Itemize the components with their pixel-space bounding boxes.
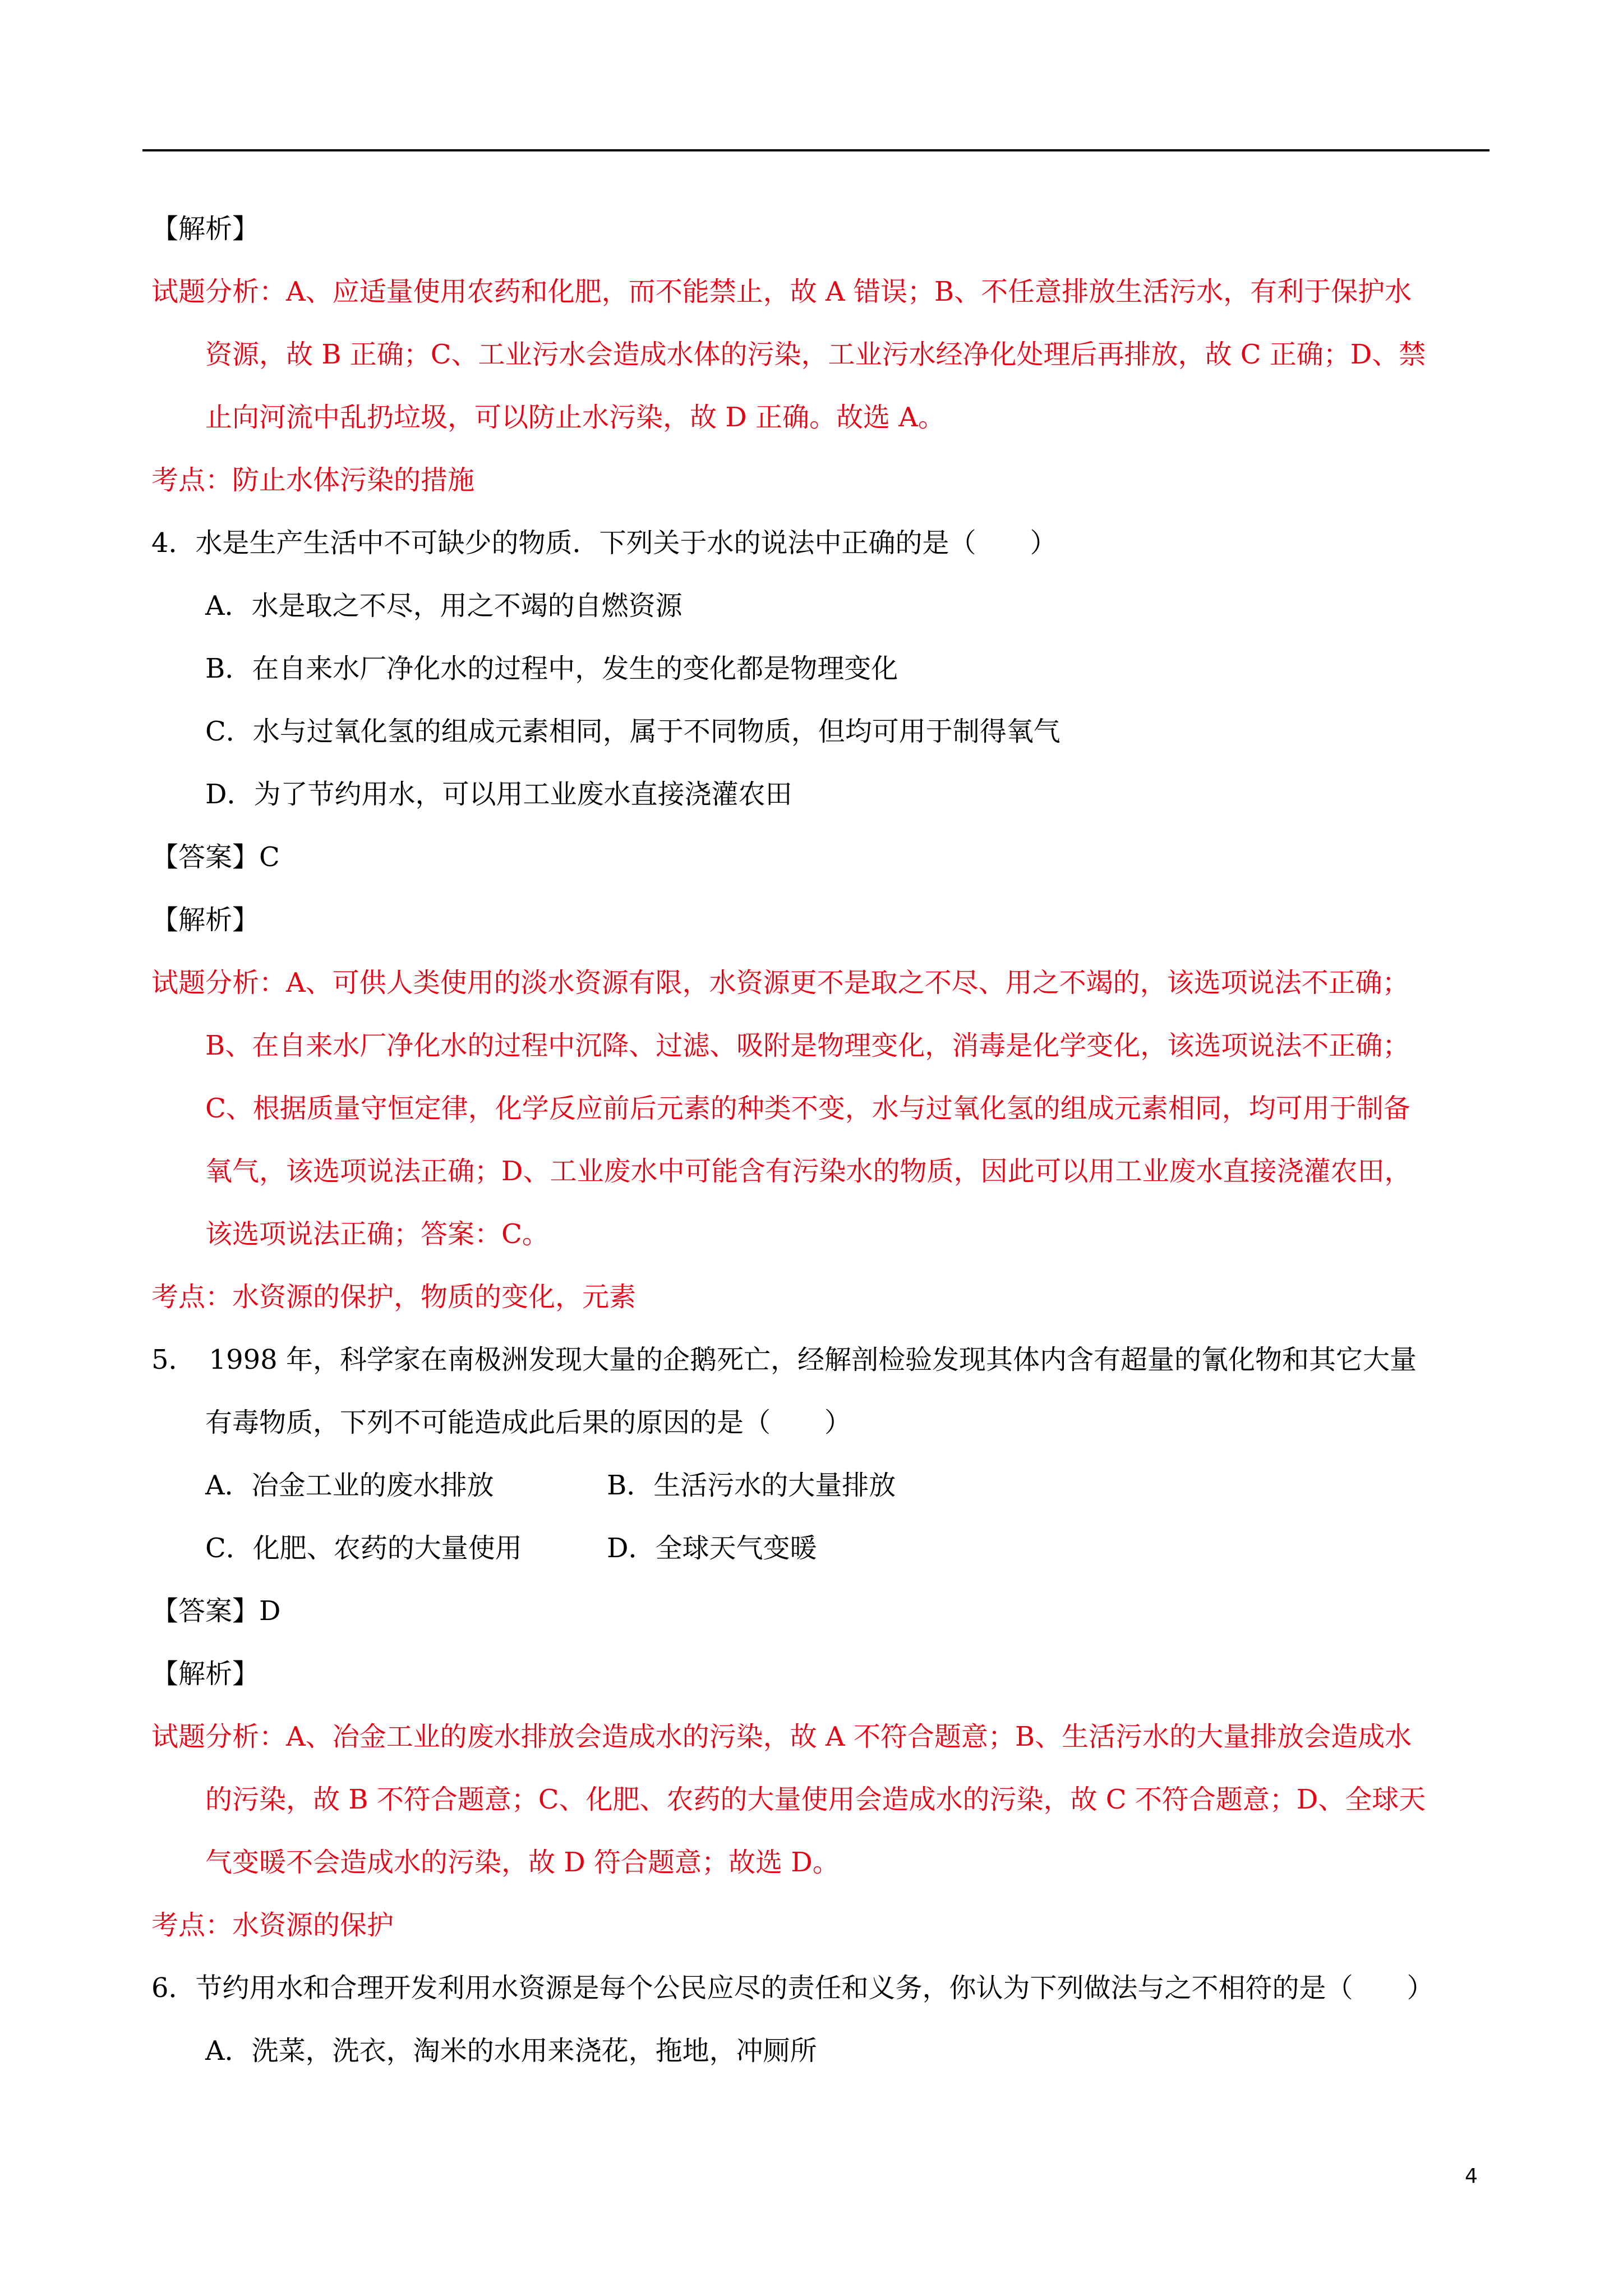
analysis-line: 试题分析：A、应适量使用农药和化肥，而不能禁止，故 A 错误；B、不任意排放生活污水，有利于保护水 bbox=[151, 276, 1412, 307]
question-5-option-d: D．全球天气变暖 bbox=[607, 1533, 817, 1564]
analysis-line: 资源，故 B 正确；C、工业污水会造成水体的污染，工业污水经净化处理后再排放，故 C 正确；D、禁 bbox=[205, 339, 1426, 370]
analysis-line: 的污染，故 B 不符合题意；C、化肥、农药的大量使用会造成水的污染，故 C 不符合题意；D、全球天 bbox=[205, 1784, 1426, 1815]
question-5-answer bbox=[151, 1583, 281, 1639]
question-5-option-a: A．冶金工业的废水排放 bbox=[205, 1470, 494, 1501]
question-4-option-b: B．在自来水厂净化水的过程中，发生的变化都是物理变化 bbox=[205, 653, 898, 684]
analysis-line: 试题分析：A、可供人类使用的淡水资源有限，水资源更不是取之不尽、用之不竭的，该选项说法不正确； bbox=[151, 967, 1409, 999]
analysis-line: B、在自来水厂净化水的过程中沉降、过滤、吸附是物理变化，消毒是化学变化，该选项说法不正确； bbox=[205, 1030, 1410, 1061]
analysis-label: 【解析】 bbox=[151, 213, 260, 245]
answer-label: 【答案】 bbox=[151, 841, 260, 873]
question-5-option-c: C．化肥、农药的大量使用 bbox=[205, 1533, 522, 1564]
knowledge-point: 考点：防止水体污染的措施 bbox=[151, 464, 475, 496]
question-5-stem: 有毒物质，下列不可能造成此后果的原因的是（ ） bbox=[205, 1407, 852, 1438]
question-4-option-d: D．为了节约用水，可以用工业废水直接浇灌农田 bbox=[205, 779, 792, 810]
answer-label: 【答案】 bbox=[151, 1595, 260, 1627]
question-5-stem: 5． 1998 年，科学家在南极洲发现大量的企鹅死亡，经解剖检验发现其体内含有超量的氰化物和其它大量 bbox=[151, 1344, 1417, 1375]
knowledge-point: 考点：水资源的保护，物质的变化，元素 bbox=[151, 1281, 637, 1313]
question-6-option-a: A．洗菜，洗衣，淘米的水用来浇花，拖地，冲厕所 bbox=[205, 2035, 817, 2067]
analysis-label: 【解析】 bbox=[151, 904, 260, 936]
question-6-stem: 6．节约用水和合理开发利用水资源是每个公民应尽的责任和义务，你认为下列做法与之不相符的是（ ） bbox=[151, 1972, 1434, 2004]
analysis-line: 氧气，该选项说法正确；D、工业废水中可能含有污染水的物质，因此可以用工业废水直接浇灌农田， bbox=[205, 1156, 1412, 1187]
question-4-option-a: A．水是取之不尽，用之不竭的自燃资源 bbox=[205, 590, 683, 622]
analysis-line: 止向河流中乱扔垃圾，可以防止水污染，故 D 正确。故选 A。 bbox=[205, 402, 945, 433]
analysis-line: C、根据质量守恒定律，化学反应前后元素的种类不变，水与过氧化氢的组成元素相同，均可用于制备 bbox=[205, 1093, 1410, 1124]
header-rule bbox=[142, 149, 1490, 151]
page-number: 4 bbox=[1465, 2165, 1478, 2188]
knowledge-point: 考点：水资源的保护 bbox=[151, 1910, 394, 1941]
question-4-answer bbox=[151, 829, 280, 885]
answer-value: D bbox=[259, 1595, 281, 1627]
question-4-option-c: C．水与过氧化氢的组成元素相同，属于不同物质，但均可用于制得氧气 bbox=[205, 716, 1061, 747]
analysis-label: 【解析】 bbox=[151, 1658, 260, 1690]
question-5-option-b: B．生活污水的大量排放 bbox=[607, 1470, 896, 1501]
analysis-line: 该选项说法正确；答案：C。 bbox=[205, 1218, 549, 1250]
answer-value: C bbox=[259, 841, 280, 873]
analysis-line: 试题分析：A、冶金工业的废水排放会造成水的污染，故 A 不符合题意；B、生活污水的大量排放会造成水 bbox=[151, 1721, 1412, 1752]
question-4-stem: 4．水是生产生活中不可缺少的物质．下列关于水的说法中正确的是（ ） bbox=[151, 527, 1057, 559]
analysis-line: 气变暖不会造成水的污染，故 D 符合题意；故选 D。 bbox=[205, 1847, 840, 1878]
